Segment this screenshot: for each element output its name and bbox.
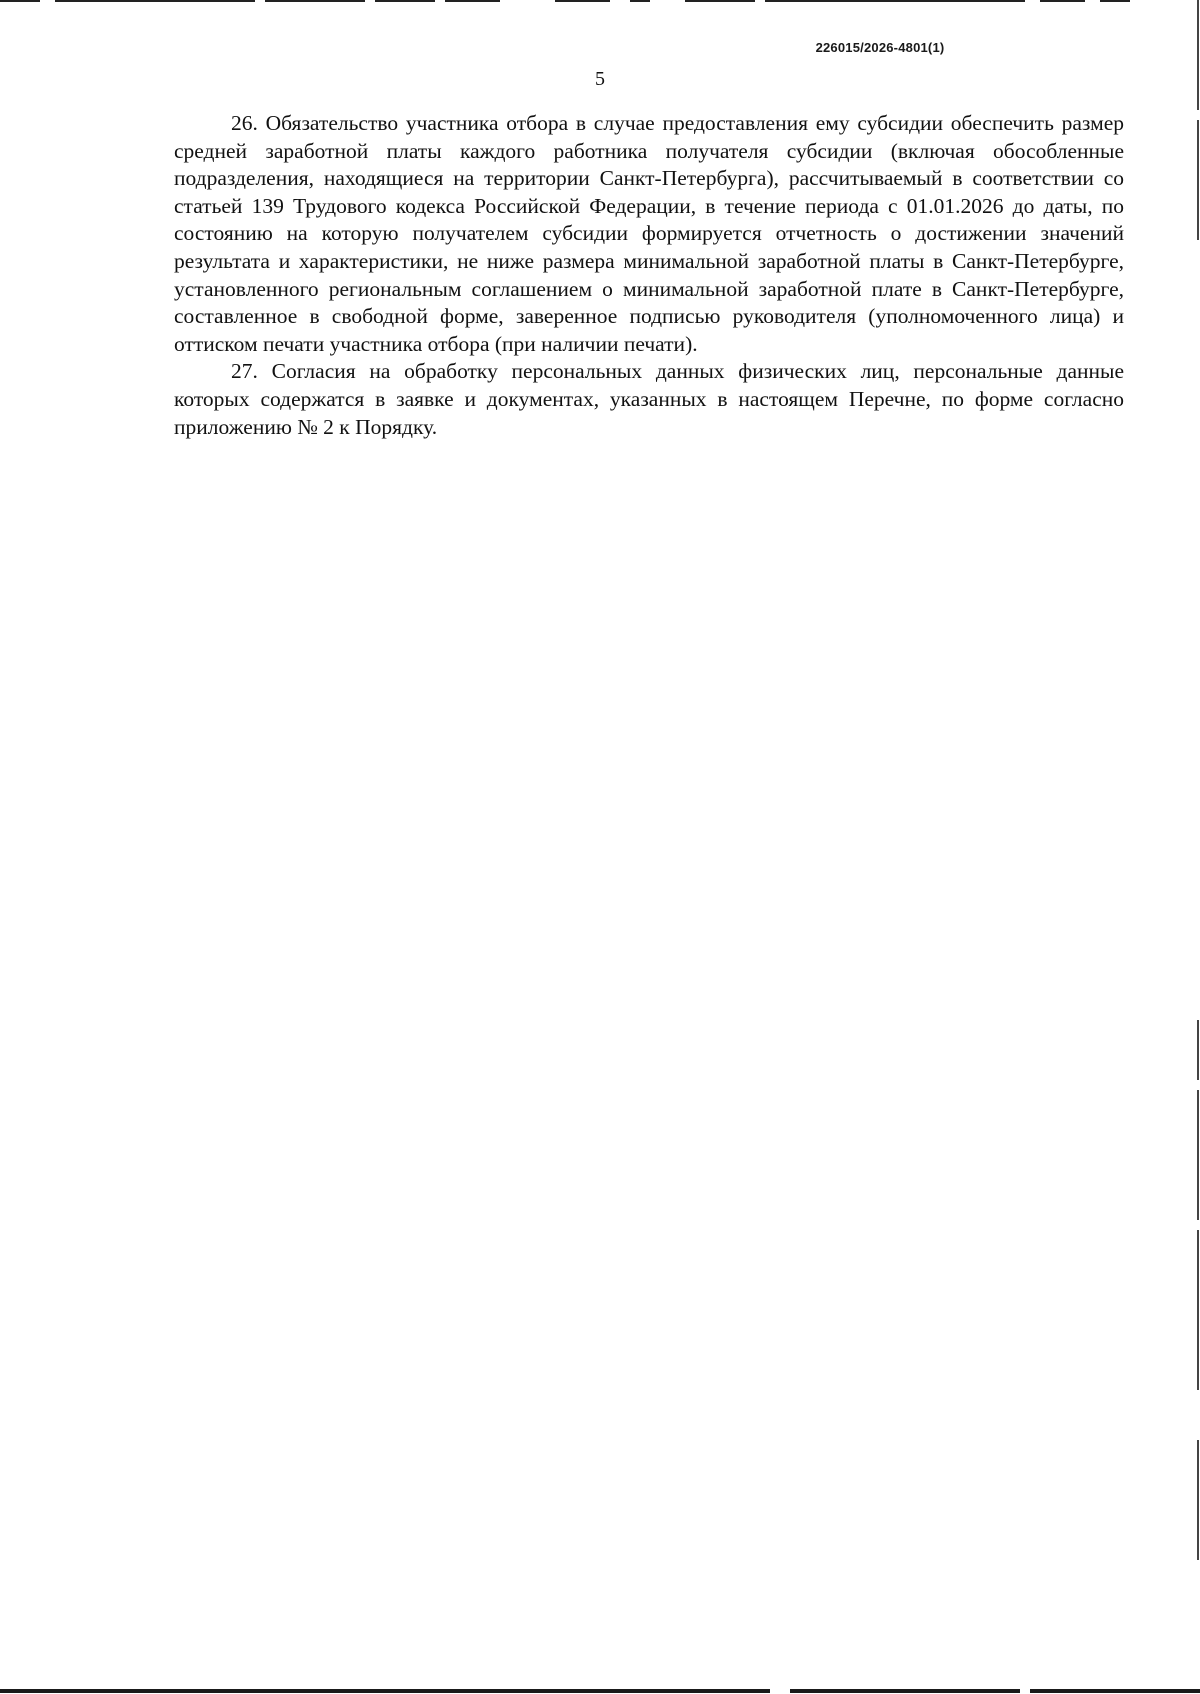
scan-edge-right	[1196, 0, 1200, 1694]
page-number: 5	[595, 68, 605, 90]
paragraph-26: 26. Обязательство участника отбора в случае предоставления ему субсидии обеспечить размер средней заработной платы каждого работника получателя субсидии (включая обособленные подразделения, находящиеся на территории Санкт-Петербурга), рассчитываемый в соответствии со статьей 139 Трудового кодекса Российской Федерации, в течение периода с 01.01.2026 до даты, по состоянию на которую получателем субсидии формируется отчетность о достижении значений результата и характеристики, не ниже размера минимальной заработной платы в Санкт-Петербурге, установленного региональным соглашением о минимальной заработной плате в Санкт-Петербурге, составленное в свободной форме, заверенное подписью руководителя (уполномоченного лица) и оттиском печати участника отбора (при наличии печати).	[174, 111, 1124, 356]
scan-edge-bottom	[0, 1687, 1200, 1694]
paragraph-27: 27. Согласия на обработку персональных данных физических лиц, персональные данные которых содержатся в заявке и документах, указанных в настоящем Перечне, по форме согласно приложению № 2 к Порядку.	[174, 359, 1124, 439]
document-body	[174, 110, 1124, 441]
document-registration-number: 226015/2026-4801(1)	[815, 40, 945, 55]
scan-edge-top	[0, 0, 1200, 3]
